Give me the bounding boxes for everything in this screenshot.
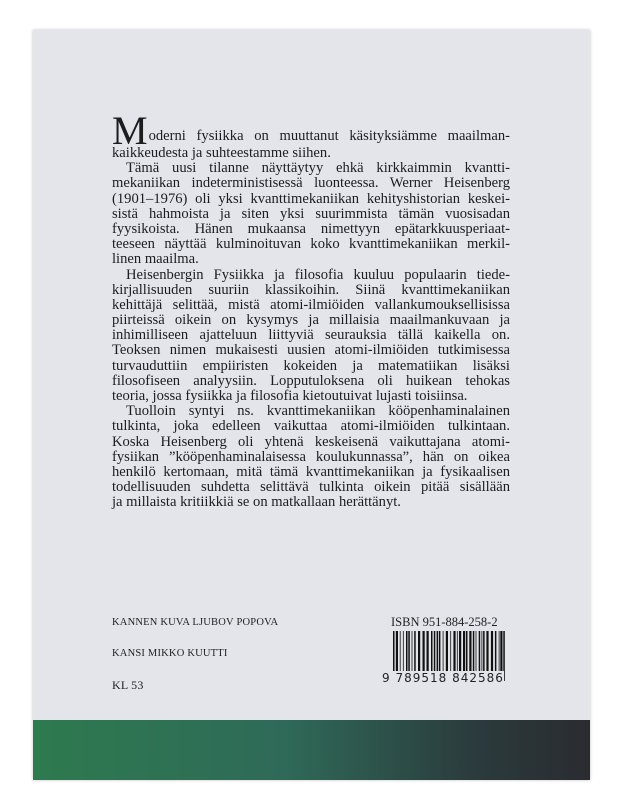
blurb-line: ja millaista kritiikkiä se on matkallaan herättänyt.: [112, 494, 401, 511]
drop-cap: M: [112, 108, 148, 153]
blurb-line: kirjallisuuden suuriin klassikoihin. Siinä kvanttimekaniikan: [112, 281, 510, 298]
barcode-digits: 9 789518 842586: [382, 671, 504, 685]
green-color-band: [33, 720, 590, 780]
barcode-bar: [439, 631, 441, 673]
barcode-bar: [491, 631, 493, 673]
blurb-line: (1901–1976) oli yksi kvanttimekaniikan kehityshistorian keskei-: [112, 190, 510, 207]
barcode-bar: [431, 631, 433, 673]
blurb-line: fysiikan ”kööpenhaminalaisessa koulukunnassa”, hän on oikea: [112, 448, 510, 465]
barcode-bar: [418, 631, 420, 673]
blurb-line: teoria, jossa fysiikka ja filosofia kietoutuivat lujasti toisiinsa.: [112, 388, 468, 404]
barcode-bar: [486, 631, 488, 673]
blurb-line: Tuolloin syntyi ns. kvanttimekaniikan kööpenhaminalainen: [126, 403, 510, 420]
blurb-line: Heisenbergin Fysiikka ja filosofia kuuluu populaarin tiede-: [126, 266, 510, 283]
blurb-line: piirteissä oikein on kysymys ja millaisia maailmankuvaan ja: [112, 312, 510, 329]
barcode-bar: [412, 631, 413, 673]
blurb-line: kaikkeudesta ja suhteestamme siihen.: [112, 145, 331, 161]
barcode-bar: [414, 631, 416, 673]
barcode-bar: [453, 631, 455, 673]
barcode-bar: [482, 631, 483, 673]
classification-code: KL 53: [112, 678, 144, 692]
blurb-line: teeseen näyttää kulminoituvan koko kvanttimekaniikan merkil-: [112, 236, 510, 253]
isbn-label: ISBN 951-884-258-2: [391, 615, 498, 629]
blurb-line: oderni fysiikka on muuttanut käsityksiämme maailman-: [148, 128, 510, 144]
blurb-line: sistä hahmoista ja siten yksi suurimmista tämän vuosisadan: [112, 205, 510, 222]
cover-design-credit: KANSI MIKKO KUUTTI: [112, 648, 228, 659]
barcode-bar: [400, 631, 401, 673]
blurb-line: inhimilliseen ajatteluun liittyviä seurauksia tällä kaikella on.: [112, 327, 510, 344]
barcode-bar: [408, 631, 410, 673]
barcode-bar: [466, 631, 468, 673]
blurb-line: todellisuuden suhdetta selittävä tulkinta oikein pitää sisällään: [112, 479, 510, 496]
barcode-bar: [469, 631, 471, 673]
barcode-bar: [499, 631, 500, 673]
blurb-line: mekaniikan indeterministisessä luonteessa. Werner Heisenberg: [112, 175, 510, 192]
barcode-bar: [495, 631, 497, 673]
barcode-bar: [427, 631, 429, 673]
barcode-bar: [446, 631, 448, 673]
barcode-bar: [483, 631, 485, 673]
barcode-bar: [479, 631, 481, 673]
blurb-text: [112, 108, 510, 511]
blurb-line: linen maailma.: [112, 251, 199, 268]
blurb-line: filosofiseen analyysiin. Lopputuloksena oli huikean tehokas: [112, 372, 510, 389]
blurb-line: Koska Heisenberg oli yhtenä keskeisenä vaikuttajana atomi-: [112, 433, 510, 450]
barcode-bar: [457, 631, 458, 673]
barcode-bar: [434, 631, 436, 673]
book-back-cover: [33, 30, 590, 780]
barcode-bar: [476, 631, 477, 673]
barcode-bar: [423, 631, 425, 673]
barcode-bar: [459, 631, 461, 673]
barcode-bar: [406, 631, 408, 673]
barcode-bar: [443, 631, 444, 673]
blurb-line: kehittäjä selittää, mistä atomi-ilmiöiden vallankumouksellisissa: [112, 296, 510, 313]
blurb-line: fyysikoista. Hänen mukaansa nimettyyn epätarkkuusperiaat-: [112, 220, 510, 237]
barcode-bar: [437, 631, 439, 673]
blurb-line: Tämä uusi tilanne näyttäytyy ehkä kirkkaimmin kvantti-: [126, 160, 510, 177]
barcode-bar: [473, 631, 475, 673]
blurb-line: henkilö kertomaan, mitä tämä kvanttimekaniikan ja fysikaalisen: [112, 463, 510, 480]
barcode-bar: [403, 631, 404, 673]
barcode-bar: [463, 631, 465, 673]
blurb-line: tulkinta, joka edelleen vaikuttaa atomi-ilmiöiden tulkintaan.: [112, 418, 510, 435]
blurb-line: Teoksen nimen mukaisesti uusien atomi-ilmiöiden tutkimisessa: [112, 342, 510, 359]
blurb-line: turvauduttiin empiiristen kokeiden ja matematiikan lisäksi: [112, 357, 510, 374]
barcode-bar: [500, 631, 502, 673]
cover-image-credit: KANNEN KUVA LJUBOV POPOVA: [112, 617, 279, 628]
